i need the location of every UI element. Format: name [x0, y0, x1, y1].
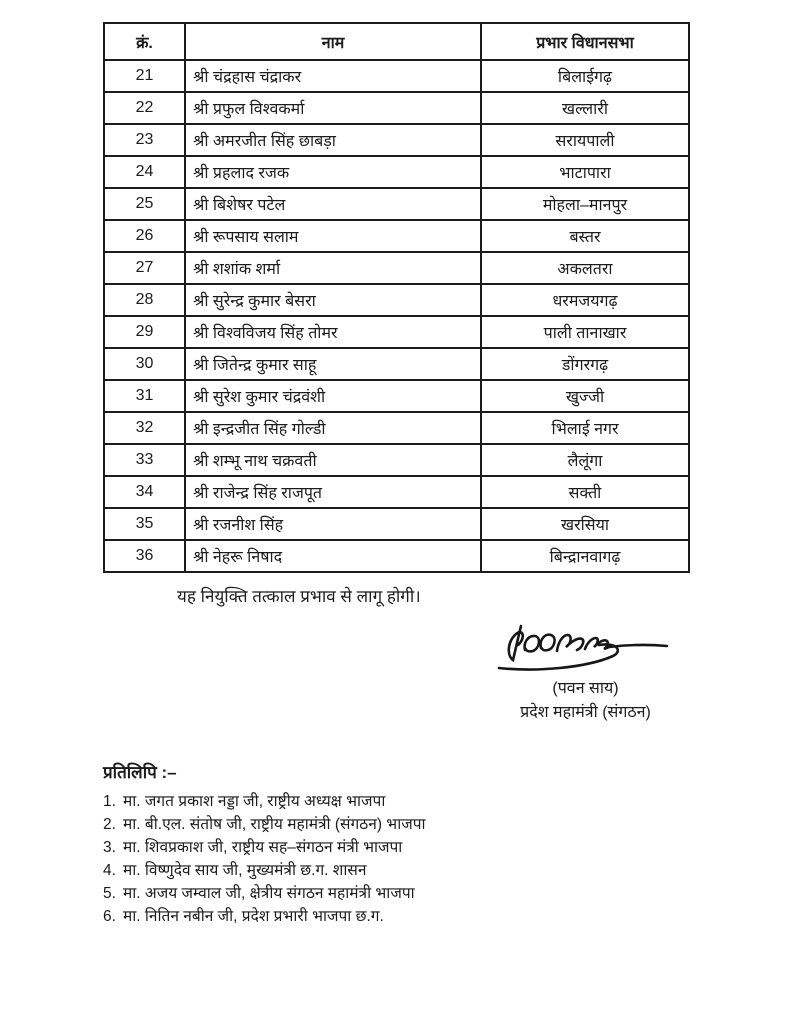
row-name: श्री सुरेन्द्र कुमार बेसरा [185, 284, 481, 316]
table-row [104, 220, 689, 252]
row-name: श्री विश्वविजय सिंह तोमर [185, 316, 481, 348]
column-header-name: नाम [185, 23, 481, 60]
row-number: 34 [104, 476, 185, 508]
row-name: श्री बिशेषर पटेल [185, 188, 481, 220]
row-number: 21 [104, 60, 185, 92]
table-row [104, 348, 689, 380]
copy-list-item [103, 882, 426, 905]
row-number: 36 [104, 540, 185, 572]
copy-item-number: 2. [103, 816, 116, 833]
row-number: 35 [104, 508, 185, 540]
row-constituency: भाटापारा [481, 156, 689, 188]
copy-item-number: 5. [103, 885, 116, 902]
table-row [104, 252, 689, 284]
copy-list-item [103, 790, 426, 813]
row-name: श्री शशांक शर्मा [185, 252, 481, 284]
table-row [104, 508, 689, 540]
row-constituency: पाली तानाखार [481, 316, 689, 348]
row-name: श्री चंद्रहास चंद्राकर [185, 60, 481, 92]
table-row [104, 284, 689, 316]
row-constituency: भिलाई नगर [481, 412, 689, 444]
copy-heading: प्रतिलिपि :– [103, 763, 177, 782]
row-constituency: खरसिया [481, 508, 689, 540]
row-number: 27 [104, 252, 185, 284]
row-constituency: बिलाईगढ़ [481, 60, 689, 92]
table-row [104, 444, 689, 476]
row-name: श्री जितेन्द्र कुमार साहू [185, 348, 481, 380]
appointments-table [103, 22, 690, 573]
row-constituency: सक्ती [481, 476, 689, 508]
row-name: श्री रजनीश सिंह [185, 508, 481, 540]
table-row [104, 476, 689, 508]
table-header-row [104, 23, 689, 60]
copy-list [103, 790, 426, 928]
table-body [104, 60, 689, 572]
copy-list-item [103, 813, 426, 836]
row-number: 28 [104, 284, 185, 316]
copy-list-item [103, 859, 426, 882]
row-name: श्री प्रहलाद रजक [185, 156, 481, 188]
column-header-constituency: प्रभार विधानसभा [481, 23, 689, 60]
table-row [104, 316, 689, 348]
row-name: श्री रूपसाय सलाम [185, 220, 481, 252]
row-number: 26 [104, 220, 185, 252]
copy-item-text: मा. जगत प्रकाश नड्डा जी, राष्ट्रीय अध्यक्ष भाजपा [123, 793, 386, 810]
signature-block [468, 620, 703, 722]
table-row [104, 60, 689, 92]
row-constituency: खुज्जी [481, 380, 689, 412]
copy-list-item [103, 905, 426, 928]
row-number: 24 [104, 156, 185, 188]
copy-item-text: मा. शिवप्रकाश जी, राष्ट्रीय सह–संगठन मंत्री भाजपा [123, 839, 403, 856]
row-name: श्री नेहरू निषाद [185, 540, 481, 572]
table-row [104, 188, 689, 220]
row-constituency: सरायपाली [481, 124, 689, 156]
copy-item-text: मा. बी.एल. संतोष जी, राष्ट्रीय महामंत्री (संगठन) भाजपा [123, 816, 426, 833]
copy-item-text: मा. अजय जम्वाल जी, क्षेत्रीय संगठन महामंत्री भाजपा [123, 885, 415, 902]
row-constituency: बस्तर [481, 220, 689, 252]
table-row [104, 412, 689, 444]
copy-list-item [103, 836, 426, 859]
effective-note: यह नियुक्ति तत्काल प्रभाव से लागू होगी। [177, 587, 421, 606]
table-row [104, 92, 689, 124]
row-constituency: डोंगरगढ़ [481, 348, 689, 380]
row-number: 30 [104, 348, 185, 380]
row-number: 32 [104, 412, 185, 444]
signatory-title: प्रदेश महामंत्री (संगठन) [520, 704, 651, 721]
copy-section [103, 760, 426, 928]
row-number: 29 [104, 316, 185, 348]
signatory-name: (पवन साय) [552, 680, 619, 697]
copy-item-number: 4. [103, 862, 116, 879]
copy-item-number: 3. [103, 839, 116, 856]
table-row [104, 380, 689, 412]
table-row [104, 124, 689, 156]
row-name: श्री सुरेश कुमार चंद्रवंशी [185, 380, 481, 412]
row-number: 31 [104, 380, 185, 412]
row-name: श्री इन्द्रजीत सिंह गोल्डी [185, 412, 481, 444]
row-constituency: मोहला–मानपुर [481, 188, 689, 220]
row-number: 22 [104, 92, 185, 124]
row-name: श्री शम्भू नाथ चक्रवती [185, 444, 481, 476]
table-header [104, 23, 689, 60]
signature-icon [491, 620, 681, 672]
copy-item-number: 6. [103, 908, 116, 925]
row-name: श्री प्रफुल विश्वकर्मा [185, 92, 481, 124]
table-row [104, 156, 689, 188]
column-header-number: क्रं. [104, 23, 185, 60]
row-constituency: बिन्द्रानवागढ़ [481, 540, 689, 572]
row-constituency: धरमजयगढ़ [481, 284, 689, 316]
copy-item-number: 1. [103, 793, 116, 810]
row-constituency: खल्लारी [481, 92, 689, 124]
row-name: श्री राजेन्द्र सिंह राजपूत [185, 476, 481, 508]
row-number: 33 [104, 444, 185, 476]
row-constituency: अकलतरा [481, 252, 689, 284]
copy-item-text: मा. नितिन नबीन जी, प्रदेश प्रभारी भाजपा छ.ग. [123, 908, 384, 925]
row-name: श्री अमरजीत सिंह छाबड़ा [185, 124, 481, 156]
table-row [104, 540, 689, 572]
row-number: 25 [104, 188, 185, 220]
copy-item-text: मा. विष्णुदेव साय जी, मुख्यमंत्री छ.ग. शासन [123, 862, 367, 879]
row-constituency: लैलूंगा [481, 444, 689, 476]
row-number: 23 [104, 124, 185, 156]
